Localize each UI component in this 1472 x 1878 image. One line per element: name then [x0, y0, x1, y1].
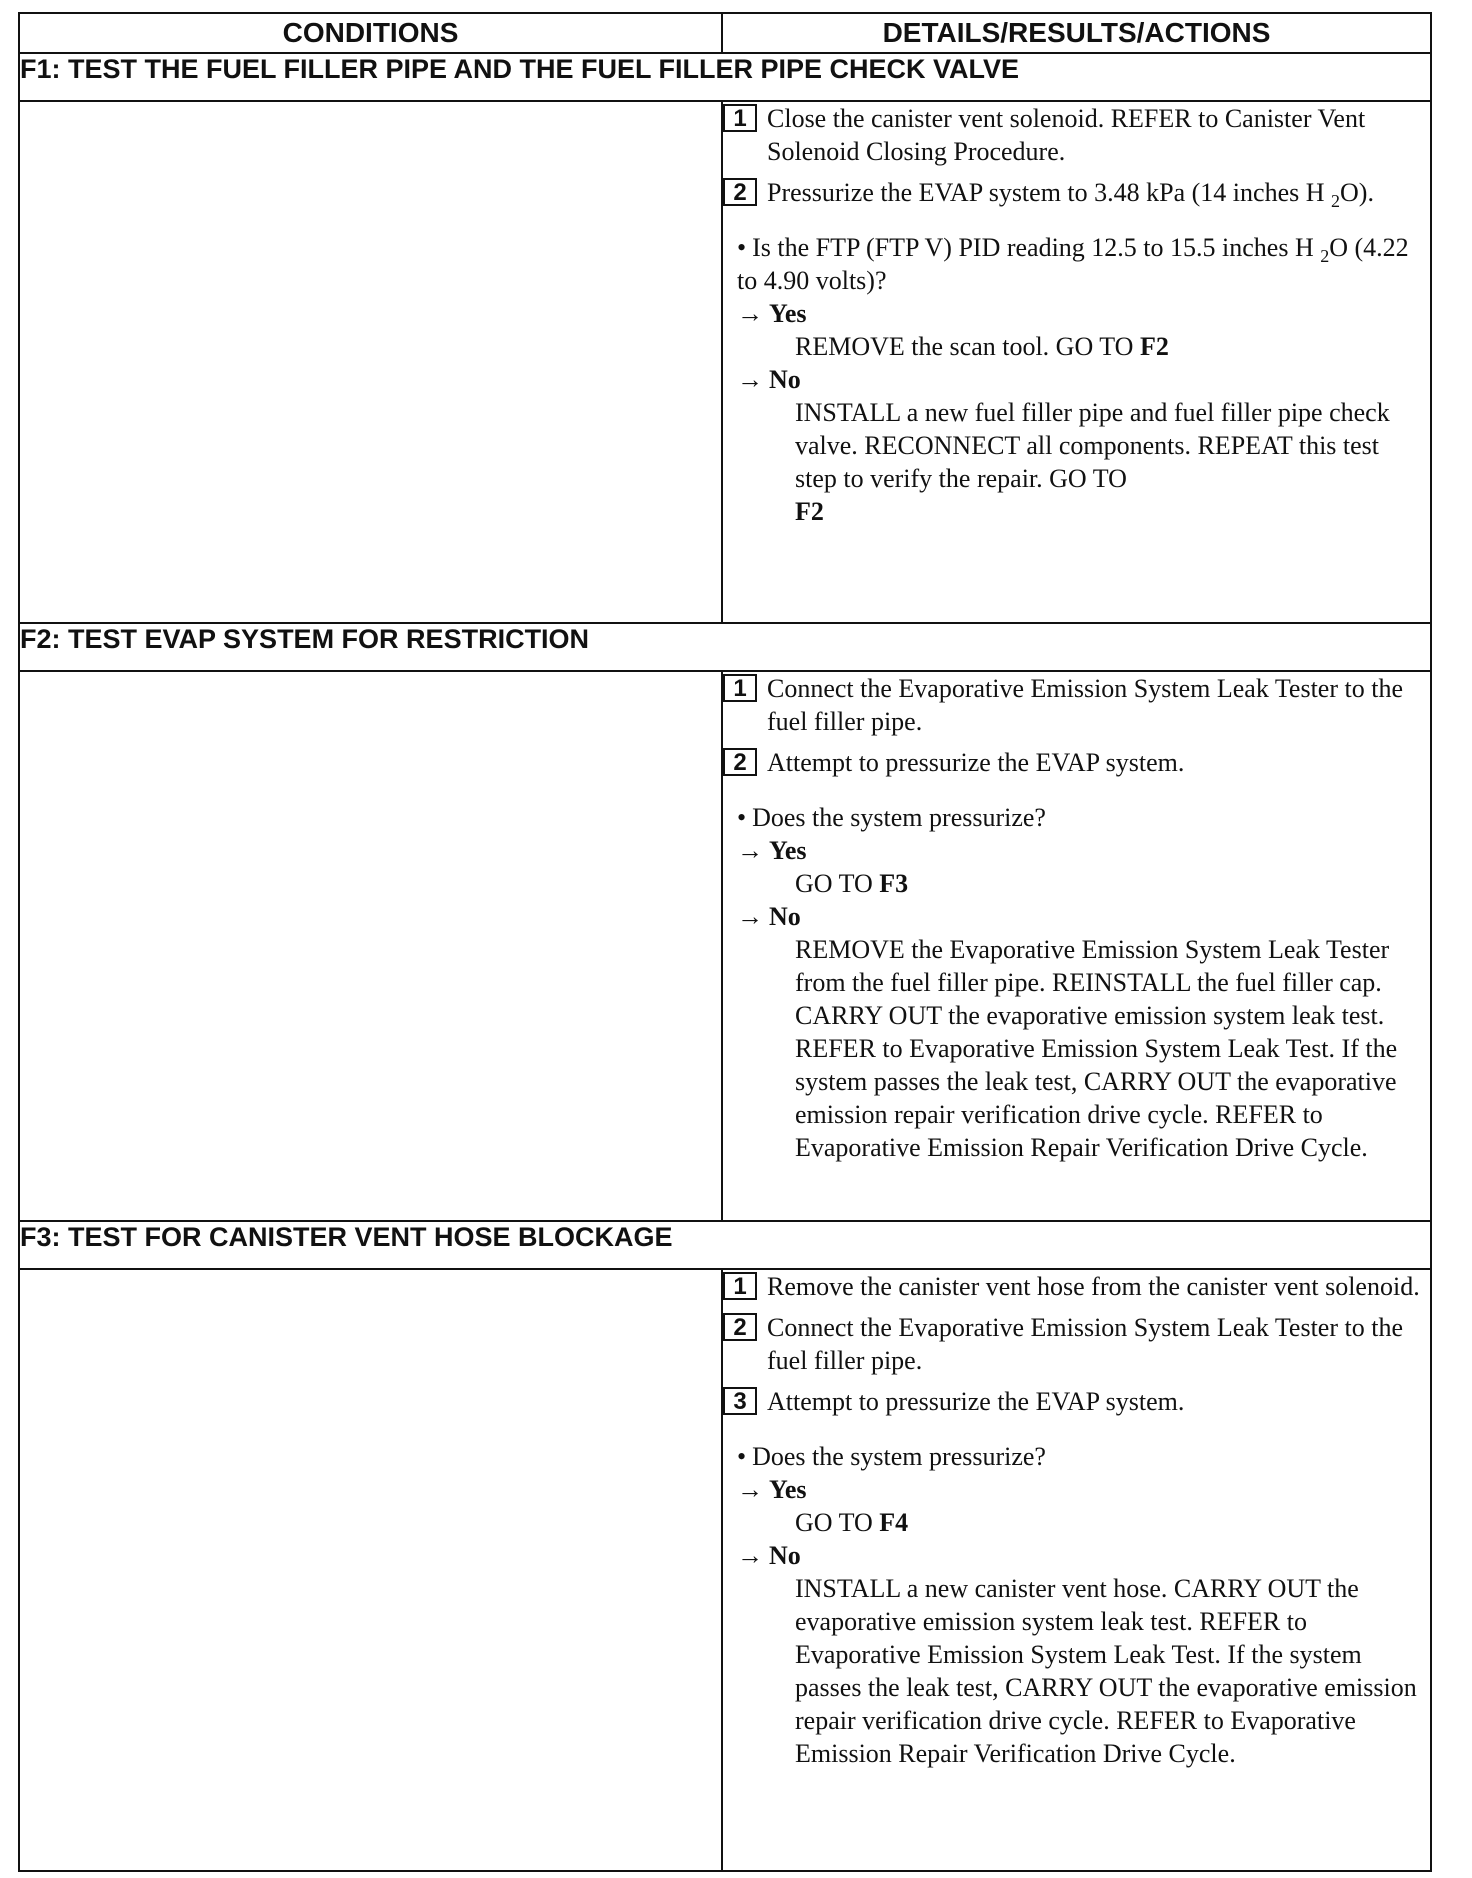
yes-label: Yes [769, 836, 807, 865]
procedure-page [18, 12, 1430, 1872]
details-header: DETAILS/RESULTS/ACTIONS [722, 13, 1431, 53]
step-number-box: 3 [723, 1387, 757, 1415]
yes-branch [723, 297, 1430, 330]
step-number-box: 1 [723, 674, 757, 702]
no-label: No [769, 1541, 801, 1570]
test-f2-question: • Does the system pressurize? [737, 803, 1046, 832]
diagnostic-table [18, 12, 1432, 1872]
test-f3-conditions [19, 1269, 722, 1871]
test-f2-step [723, 746, 1430, 779]
test-f1-conditions [19, 101, 722, 623]
test-f2-title-row [19, 623, 1431, 671]
test-f1-body-row [19, 101, 1431, 623]
test-f3-step [723, 1311, 1430, 1377]
arrow-right-icon: → [737, 1475, 763, 1504]
step-number-box: 2 [723, 748, 757, 776]
test-f1-title-row [19, 53, 1431, 101]
test-f2-details [722, 671, 1431, 1221]
no-action: REMOVE the Evaporative Emission System Leak Tester from the fuel filler pipe. REINSTALL the fuel filler cap. CARRY OUT the evaporative emission system leak test. REFER to Evaporative Emission System Leak Test. If the system passes the leak test, CARRY OUT the evaporative emission repair verification drive cycle. REFER to Evaporative Emission Repair Verification Drive Cycle. [795, 935, 1398, 1162]
goto-reference: F2 [795, 497, 824, 526]
no-action: INSTALL a new fuel filler pipe and fuel filler pipe check valve. RECONNECT all components. REPEAT this test step to verify the repair. GO TO F2 [795, 398, 1390, 526]
yes-branch [723, 1473, 1430, 1506]
step-number-box: 2 [723, 178, 757, 206]
conditions-header: CONDITIONS [19, 13, 722, 53]
bullet-glyph: • [737, 1442, 747, 1471]
test-f3-title: F3: TEST FOR CANISTER VENT HOSE BLOCKAGE [19, 1221, 1431, 1269]
step-text: Connect the Evaporative Emission System Leak Tester to the fuel filler pipe. [767, 1313, 1403, 1375]
test-f1-step [723, 176, 1430, 212]
bullet-glyph: • [737, 803, 747, 832]
goto-reference: F2 [1139, 332, 1169, 361]
arrow-right-icon: → [737, 365, 763, 394]
test-f2-title: F2: TEST EVAP SYSTEM FOR RESTRICTION [19, 623, 1431, 671]
no-branch [723, 1539, 1430, 1572]
yes-label: Yes [769, 299, 807, 328]
test-f1-step [723, 102, 1430, 168]
goto-reference: F3 [879, 869, 909, 898]
step-number-box: 1 [723, 1272, 757, 1300]
test-f3-step [723, 1270, 1430, 1303]
test-f2-conditions [19, 671, 722, 1221]
no-action: INSTALL a new canister vent hose. CARRY OUT the evaporative emission system leak test. REFER to Evaporative Emission System Leak Test. If the system passes the leak test, CARRY OUT the evaporative emission repair verification drive cycle. REFER to Evaporative Emission Repair Verification Drive Cycle. [795, 1574, 1417, 1768]
test-f3-details [722, 1269, 1431, 1871]
step-text: Close the canister vent solenoid. REFER to Canister Vent Solenoid Closing Procedure. [767, 104, 1366, 166]
arrow-right-icon: → [737, 299, 763, 328]
test-f1-title: F1: TEST THE FUEL FILLER PIPE AND THE FUEL FILLER PIPE CHECK VALVE [19, 53, 1431, 101]
arrow-right-icon: → [737, 836, 763, 865]
no-label: No [769, 902, 801, 931]
test-f1-question: • Is the FTP (FTP V) PID reading 12.5 to 15.5 inches H $_2$O (4.22 to 4.90 volts)? [737, 233, 1409, 295]
column-header-row [19, 13, 1431, 53]
step-number-box: 2 [723, 1313, 757, 1341]
arrow-right-icon: → [737, 902, 763, 931]
test-f3-question: • Does the system pressurize? [737, 1442, 1046, 1471]
yes-label: Yes [769, 1475, 807, 1504]
step-text: Attempt to pressurize the EVAP system. [767, 748, 1185, 777]
step-text: Connect the Evaporative Emission System Leak Tester to the fuel filler pipe. [767, 674, 1403, 736]
test-f1-details [722, 101, 1431, 623]
no-branch [723, 900, 1430, 933]
bullet-glyph: • [737, 233, 747, 262]
test-f3-step [723, 1385, 1430, 1418]
step-text: Pressurize the EVAP system to 3.48 kPa (14 inches H $_2$O). [767, 178, 1374, 212]
step-number-box: 1 [723, 104, 757, 132]
yes-branch [723, 834, 1430, 867]
yes-action: REMOVE the scan tool. GO TO F2 [795, 332, 1169, 361]
yes-action: GO TO F3 [795, 869, 909, 898]
step-text: Remove the canister vent hose from the canister vent solenoid. [767, 1272, 1420, 1301]
arrow-right-icon: → [737, 1541, 763, 1570]
yes-action: GO TO F4 [795, 1508, 909, 1537]
test-f2-body-row [19, 671, 1431, 1221]
goto-reference: F4 [879, 1508, 909, 1537]
test-f3-body-row [19, 1269, 1431, 1871]
step-text: Attempt to pressurize the EVAP system. [767, 1387, 1185, 1416]
no-branch [723, 363, 1430, 396]
test-f3-title-row [19, 1221, 1431, 1269]
test-f2-step [723, 672, 1430, 738]
no-label: No [769, 365, 801, 394]
